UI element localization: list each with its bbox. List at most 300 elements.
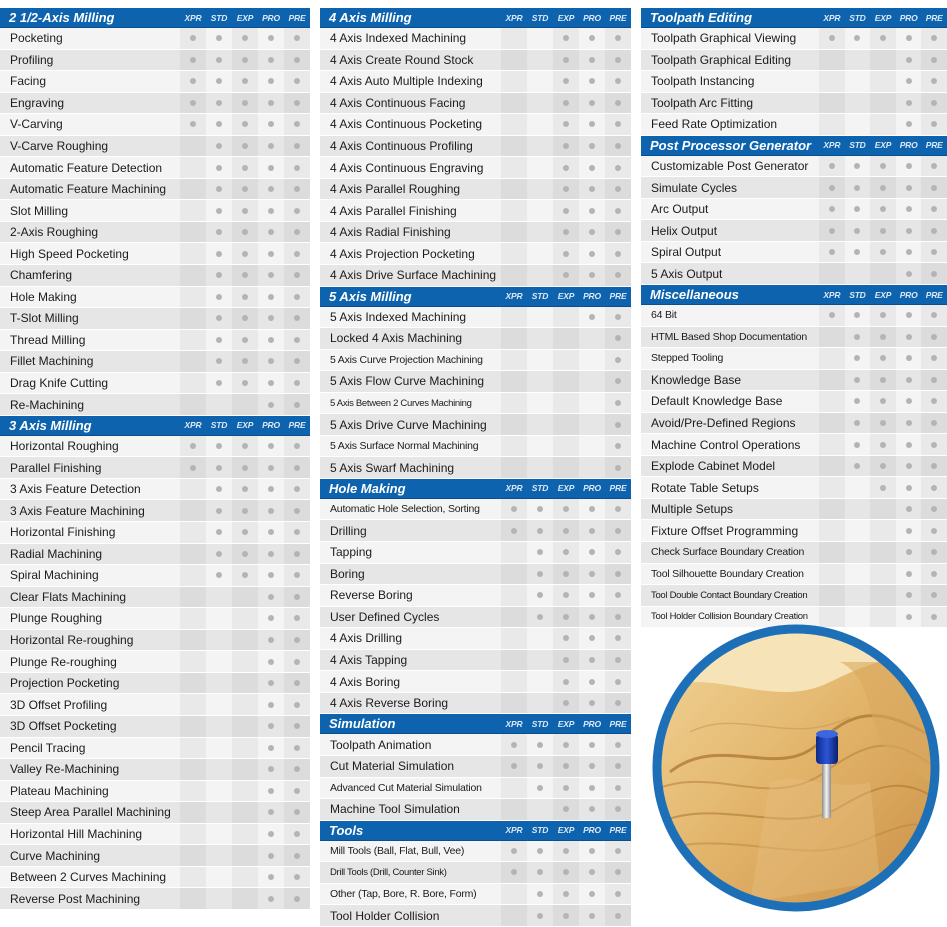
feature-row xyxy=(320,542,631,564)
edition-header-pro: PRO xyxy=(583,12,601,23)
included-dot-icon xyxy=(589,592,595,598)
included-dot-icon xyxy=(216,78,222,84)
edition-cell-pre xyxy=(921,263,947,284)
included-dot-icon xyxy=(906,506,912,512)
edition-cell-exp xyxy=(553,778,579,799)
edition-cell-pro xyxy=(579,414,605,435)
edition-cell-exp xyxy=(870,305,896,326)
included-dot-icon xyxy=(511,763,517,769)
included-dot-icon xyxy=(268,508,274,514)
included-dot-icon xyxy=(589,614,595,620)
included-dot-icon xyxy=(294,702,300,708)
feature-name: Horizontal Roughing xyxy=(10,439,119,454)
included-dot-icon xyxy=(294,186,300,192)
edition-cell-std xyxy=(206,608,232,629)
edition-cell-pro xyxy=(258,308,284,329)
edition-cell-std xyxy=(527,905,553,926)
included-dot-icon xyxy=(242,572,248,578)
edition-cell-std xyxy=(527,457,553,478)
edition-cell-pre xyxy=(605,93,631,114)
included-dot-icon xyxy=(906,528,912,534)
feature-name: 5 Axis Flow Curve Machining xyxy=(330,374,485,389)
feature-name: 4 Axis Create Round Stock xyxy=(330,52,474,67)
section-header xyxy=(641,285,947,305)
edition-cell-pro xyxy=(579,136,605,157)
included-dot-icon xyxy=(563,869,569,875)
included-dot-icon xyxy=(906,249,912,255)
included-dot-icon xyxy=(216,251,222,257)
edition-cell-std xyxy=(527,607,553,628)
included-dot-icon xyxy=(294,572,300,578)
edition-header-xpr: XPR xyxy=(505,825,523,836)
edition-cell-std xyxy=(206,824,232,845)
edition-cell-pre xyxy=(284,845,310,866)
included-dot-icon xyxy=(294,337,300,343)
included-dot-icon xyxy=(537,742,543,748)
edition-cell-pro xyxy=(896,263,922,284)
edition-cell-pro xyxy=(579,307,605,328)
included-dot-icon xyxy=(880,334,886,340)
edition-cell-xpr xyxy=(180,114,206,135)
edition-cell-xpr xyxy=(180,479,206,500)
edition-cell-std xyxy=(527,799,553,820)
feature-row xyxy=(0,157,310,179)
included-dot-icon xyxy=(268,702,274,708)
edition-cell-pre xyxy=(605,350,631,371)
edition-cell-pre xyxy=(921,50,947,71)
feature-row xyxy=(0,179,310,201)
feature-name: Plateau Machining xyxy=(10,783,109,798)
edition-cell-exp xyxy=(870,28,896,49)
included-dot-icon xyxy=(242,508,248,514)
feature-row xyxy=(320,607,631,629)
edition-cell-pre xyxy=(284,136,310,157)
included-dot-icon xyxy=(537,549,543,555)
edition-cell-xpr xyxy=(819,156,845,177)
included-dot-icon xyxy=(589,679,595,685)
feature-row xyxy=(641,520,947,542)
included-dot-icon xyxy=(880,420,886,426)
edition-cell-std xyxy=(527,350,553,371)
feature-row xyxy=(320,50,631,72)
feature-row xyxy=(320,564,631,586)
feature-name: 5 Axis Indexed Machining xyxy=(330,309,467,324)
edition-cell-exp xyxy=(870,477,896,498)
edition-cell-pro xyxy=(258,28,284,49)
included-dot-icon xyxy=(589,208,595,214)
included-dot-icon xyxy=(931,442,937,448)
included-dot-icon xyxy=(216,486,222,492)
section-title: Miscellaneous xyxy=(650,287,739,303)
included-dot-icon xyxy=(615,357,621,363)
edition-cell-std xyxy=(845,564,871,585)
edition-cell-xpr xyxy=(501,93,527,114)
edition-cell-xpr xyxy=(501,671,527,692)
section-header xyxy=(0,8,310,28)
included-dot-icon xyxy=(563,891,569,897)
edition-cell-pre xyxy=(284,287,310,308)
feature-row xyxy=(320,243,631,265)
edition-header-pro: PRO xyxy=(899,140,918,151)
edition-cell-exp xyxy=(553,200,579,221)
edition-cell-std xyxy=(527,564,553,585)
edition-cell-exp xyxy=(232,287,258,308)
edition-cell-pro xyxy=(896,499,922,520)
edition-cell-xpr xyxy=(501,371,527,392)
edition-cell-pro xyxy=(896,177,922,198)
included-dot-icon xyxy=(268,831,274,837)
included-dot-icon xyxy=(615,848,621,854)
feature-name: Mill Tools (Ball, Flat, Bull, Vee) xyxy=(330,844,465,857)
edition-cell-pro xyxy=(579,393,605,414)
feature-name: Horizontal Re-roughing xyxy=(10,633,134,648)
edition-cell-pro xyxy=(258,845,284,866)
included-dot-icon xyxy=(563,657,569,663)
included-dot-icon xyxy=(615,700,621,706)
edition-cell-xpr xyxy=(501,905,527,926)
feature-row xyxy=(320,884,631,906)
edition-header-std: STD xyxy=(531,12,549,23)
edition-cell-pre xyxy=(605,265,631,286)
included-dot-icon xyxy=(268,809,274,815)
edition-cell-std xyxy=(845,348,871,369)
edition-cell-pre xyxy=(284,308,310,329)
edition-cell-pre xyxy=(605,799,631,820)
feature-name: Locked 4 Axis Machining xyxy=(330,331,463,346)
edition-cell-xpr xyxy=(180,608,206,629)
edition-cell-std xyxy=(845,370,871,391)
edition-cell-exp xyxy=(553,93,579,114)
included-dot-icon xyxy=(615,229,621,235)
included-dot-icon xyxy=(854,185,860,191)
included-dot-icon xyxy=(216,465,222,471)
feature-name: Valley Re-Machining xyxy=(10,762,120,777)
feature-row xyxy=(320,671,631,693)
edition-cell-pro xyxy=(258,802,284,823)
edition-header-xpr: XPR xyxy=(505,291,523,302)
edition-cell-pre xyxy=(284,114,310,135)
included-dot-icon xyxy=(294,508,300,514)
edition-cell-pre xyxy=(921,71,947,92)
edition-header-exp: EXP xyxy=(874,12,892,23)
edition-cell-pro xyxy=(258,50,284,71)
edition-header-xpr: XPR xyxy=(184,12,202,23)
edition-cell-pro xyxy=(579,650,605,671)
edition-cell-pre xyxy=(921,542,947,563)
feature-name: Advanced Cut Material Simulation xyxy=(330,781,482,794)
feature-name: Knowledge Base xyxy=(651,372,742,387)
included-dot-icon xyxy=(931,57,937,63)
edition-cell-pre xyxy=(921,456,947,477)
feature-name: 5 Axis Curve Projection Machining xyxy=(330,353,483,366)
edition-cell-pre xyxy=(921,520,947,541)
included-dot-icon xyxy=(268,766,274,772)
included-dot-icon xyxy=(589,700,595,706)
edition-cell-pre xyxy=(921,199,947,220)
included-dot-icon xyxy=(268,294,274,300)
included-dot-icon xyxy=(537,571,543,577)
edition-cell-exp xyxy=(232,330,258,351)
included-dot-icon xyxy=(931,121,937,127)
feature-row xyxy=(0,93,310,115)
included-dot-icon xyxy=(829,185,835,191)
included-dot-icon xyxy=(829,35,835,41)
edition-cell-exp xyxy=(553,734,579,755)
feature-name: Horizontal Finishing xyxy=(10,525,116,540)
included-dot-icon xyxy=(906,377,912,383)
included-dot-icon xyxy=(906,78,912,84)
edition-cell-xpr xyxy=(819,585,845,606)
edition-cell-xpr xyxy=(180,845,206,866)
edition-cell-std xyxy=(527,585,553,606)
edition-cell-pro xyxy=(579,200,605,221)
edition-cell-std xyxy=(845,434,871,455)
edition-cell-std xyxy=(206,157,232,178)
feature-row xyxy=(0,500,310,522)
included-dot-icon xyxy=(216,315,222,321)
edition-cell-xpr xyxy=(180,287,206,308)
included-dot-icon xyxy=(854,442,860,448)
edition-cell-pre xyxy=(605,650,631,671)
edition-cell-pre xyxy=(605,50,631,71)
included-dot-icon xyxy=(854,228,860,234)
included-dot-icon xyxy=(931,506,937,512)
included-dot-icon xyxy=(216,572,222,578)
edition-cell-xpr xyxy=(501,884,527,905)
included-dot-icon xyxy=(589,528,595,534)
edition-cell-xpr xyxy=(180,802,206,823)
included-dot-icon xyxy=(294,831,300,837)
feature-row xyxy=(0,759,310,781)
feature-name: Stepped Tooling xyxy=(651,352,724,365)
edition-cell-pro xyxy=(579,756,605,777)
feature-row xyxy=(0,824,310,846)
included-dot-icon xyxy=(268,680,274,686)
feature-row xyxy=(641,542,947,564)
included-dot-icon xyxy=(294,723,300,729)
feature-row xyxy=(641,456,947,478)
included-dot-icon xyxy=(242,229,248,235)
edition-cell-exp xyxy=(870,327,896,348)
included-dot-icon xyxy=(268,572,274,578)
edition-cell-pre xyxy=(284,93,310,114)
edition-cell-std xyxy=(206,373,232,394)
edition-cell-exp xyxy=(553,350,579,371)
edition-cell-std xyxy=(845,520,871,541)
included-dot-icon xyxy=(268,100,274,106)
edition-cell-exp xyxy=(232,457,258,478)
feature-name: Machine Tool Simulation xyxy=(330,802,460,817)
feature-row xyxy=(320,841,631,863)
included-dot-icon xyxy=(537,614,543,620)
feature-row xyxy=(0,651,310,673)
included-dot-icon xyxy=(589,549,595,555)
included-dot-icon xyxy=(563,848,569,854)
included-dot-icon xyxy=(880,463,886,469)
edition-cell-std xyxy=(206,71,232,92)
edition-cell-pre xyxy=(284,587,310,608)
edition-cell-xpr xyxy=(501,841,527,862)
edition-cell-exp xyxy=(870,542,896,563)
edition-cell-exp xyxy=(232,694,258,715)
edition-cell-pro xyxy=(258,243,284,264)
included-dot-icon xyxy=(615,549,621,555)
feature-row xyxy=(641,220,947,242)
edition-cell-pre xyxy=(921,585,947,606)
edition-cell-pre xyxy=(284,759,310,780)
included-dot-icon xyxy=(268,637,274,643)
included-dot-icon xyxy=(294,380,300,386)
edition-cell-exp xyxy=(553,243,579,264)
feature-row xyxy=(320,307,631,329)
feature-row xyxy=(0,457,310,479)
included-dot-icon xyxy=(563,785,569,791)
included-dot-icon xyxy=(931,185,937,191)
edition-cell-xpr xyxy=(180,759,206,780)
included-dot-icon xyxy=(294,208,300,214)
edition-cell-xpr xyxy=(501,693,527,714)
feature-name: 4 Axis Boring xyxy=(330,674,401,689)
edition-cell-xpr xyxy=(819,199,845,220)
included-dot-icon xyxy=(931,35,937,41)
edition-cell-pre xyxy=(605,393,631,414)
included-dot-icon xyxy=(615,400,621,406)
included-dot-icon xyxy=(294,358,300,364)
included-dot-icon xyxy=(216,380,222,386)
included-dot-icon xyxy=(589,571,595,577)
feature-row xyxy=(320,499,631,521)
feature-name: Parallel Finishing xyxy=(10,460,102,475)
edition-cell-exp xyxy=(870,93,896,114)
feature-row xyxy=(320,693,631,715)
edition-cell-pro xyxy=(896,93,922,114)
edition-cell-xpr xyxy=(819,50,845,71)
included-dot-icon xyxy=(906,463,912,469)
feature-row xyxy=(320,756,631,778)
included-dot-icon xyxy=(931,420,937,426)
edition-cell-std xyxy=(206,802,232,823)
included-dot-icon xyxy=(242,358,248,364)
edition-cell-std xyxy=(206,888,232,909)
included-dot-icon xyxy=(268,529,274,535)
edition-cell-xpr xyxy=(819,564,845,585)
edition-cell-xpr xyxy=(501,628,527,649)
edition-cell-exp xyxy=(232,114,258,135)
edition-cell-pro xyxy=(579,862,605,883)
included-dot-icon xyxy=(589,272,595,278)
feature-name: User Defined Cycles xyxy=(330,609,440,624)
feature-column-3 xyxy=(641,8,947,628)
edition-cell-pro xyxy=(579,179,605,200)
edition-cell-exp xyxy=(232,265,258,286)
edition-cell-pro xyxy=(579,734,605,755)
edition-cell-std xyxy=(527,307,553,328)
feature-name: Tool Holder Collision xyxy=(330,908,440,923)
edition-cell-xpr xyxy=(501,328,527,349)
edition-cell-exp xyxy=(553,756,579,777)
edition-cell-xpr xyxy=(180,522,206,543)
edition-cell-std xyxy=(206,265,232,286)
included-dot-icon xyxy=(268,337,274,343)
edition-cell-pre xyxy=(921,93,947,114)
edition-cell-exp xyxy=(553,28,579,49)
included-dot-icon xyxy=(242,443,248,449)
edition-cell-pro xyxy=(579,50,605,71)
feature-name: Multiple Setups xyxy=(651,502,734,517)
included-dot-icon xyxy=(563,592,569,598)
section-simulation xyxy=(320,714,631,820)
feature-row xyxy=(0,330,310,352)
included-dot-icon xyxy=(880,398,886,404)
included-dot-icon xyxy=(563,57,569,63)
edition-cell-pre xyxy=(921,156,947,177)
included-dot-icon xyxy=(563,35,569,41)
included-dot-icon xyxy=(589,657,595,663)
edition-cell-exp xyxy=(232,630,258,651)
feature-name: Drag Knife Cutting xyxy=(10,376,109,391)
section-title: 2 1/2-Axis Milling xyxy=(9,10,115,25)
included-dot-icon xyxy=(589,314,595,320)
feature-name: V-Carving xyxy=(10,117,63,132)
included-dot-icon xyxy=(563,700,569,706)
feature-name: Automatic Feature Machining xyxy=(10,182,167,197)
edition-cell-exp xyxy=(232,888,258,909)
edition-cell-pro xyxy=(896,391,922,412)
edition-cell-pro xyxy=(896,456,922,477)
edition-cell-exp xyxy=(870,391,896,412)
edition-header-std: STD xyxy=(531,825,549,836)
included-dot-icon xyxy=(537,891,543,897)
feature-row xyxy=(320,179,631,201)
edition-cell-pre xyxy=(921,220,947,241)
feature-name: 4 Axis Auto Multiple Indexing xyxy=(330,74,483,89)
edition-cell-pre xyxy=(284,71,310,92)
edition-cell-std xyxy=(206,200,232,221)
edition-cell-pre xyxy=(605,414,631,435)
edition-cell-exp xyxy=(870,177,896,198)
feature-row xyxy=(641,348,947,370)
included-dot-icon xyxy=(615,121,621,127)
edition-cell-std xyxy=(206,243,232,264)
feature-row xyxy=(641,499,947,521)
edition-cell-exp xyxy=(553,585,579,606)
edition-header-pre: PRE xyxy=(609,718,627,729)
included-dot-icon xyxy=(615,465,621,471)
edition-cell-exp xyxy=(870,199,896,220)
included-dot-icon xyxy=(563,272,569,278)
edition-cell-xpr xyxy=(501,50,527,71)
edition-cell-pro xyxy=(896,348,922,369)
included-dot-icon xyxy=(931,463,937,469)
feature-row xyxy=(641,263,947,285)
edition-cell-pro xyxy=(258,436,284,457)
feature-name: Projection Pocketing xyxy=(10,676,120,691)
included-dot-icon xyxy=(242,315,248,321)
edition-cell-xpr xyxy=(501,436,527,457)
edition-cell-exp xyxy=(553,414,579,435)
edition-cell-exp xyxy=(553,222,579,243)
section-title: Tools xyxy=(329,822,364,838)
edition-cell-pro xyxy=(258,71,284,92)
edition-cell-std xyxy=(206,394,232,415)
edition-cell-pre xyxy=(605,756,631,777)
edition-cell-pre xyxy=(605,778,631,799)
edition-header-exp: EXP xyxy=(236,12,254,23)
edition-header-pro: PRO xyxy=(583,291,601,302)
edition-cell-pro xyxy=(579,93,605,114)
edition-cell-xpr xyxy=(819,263,845,284)
included-dot-icon xyxy=(906,312,912,318)
